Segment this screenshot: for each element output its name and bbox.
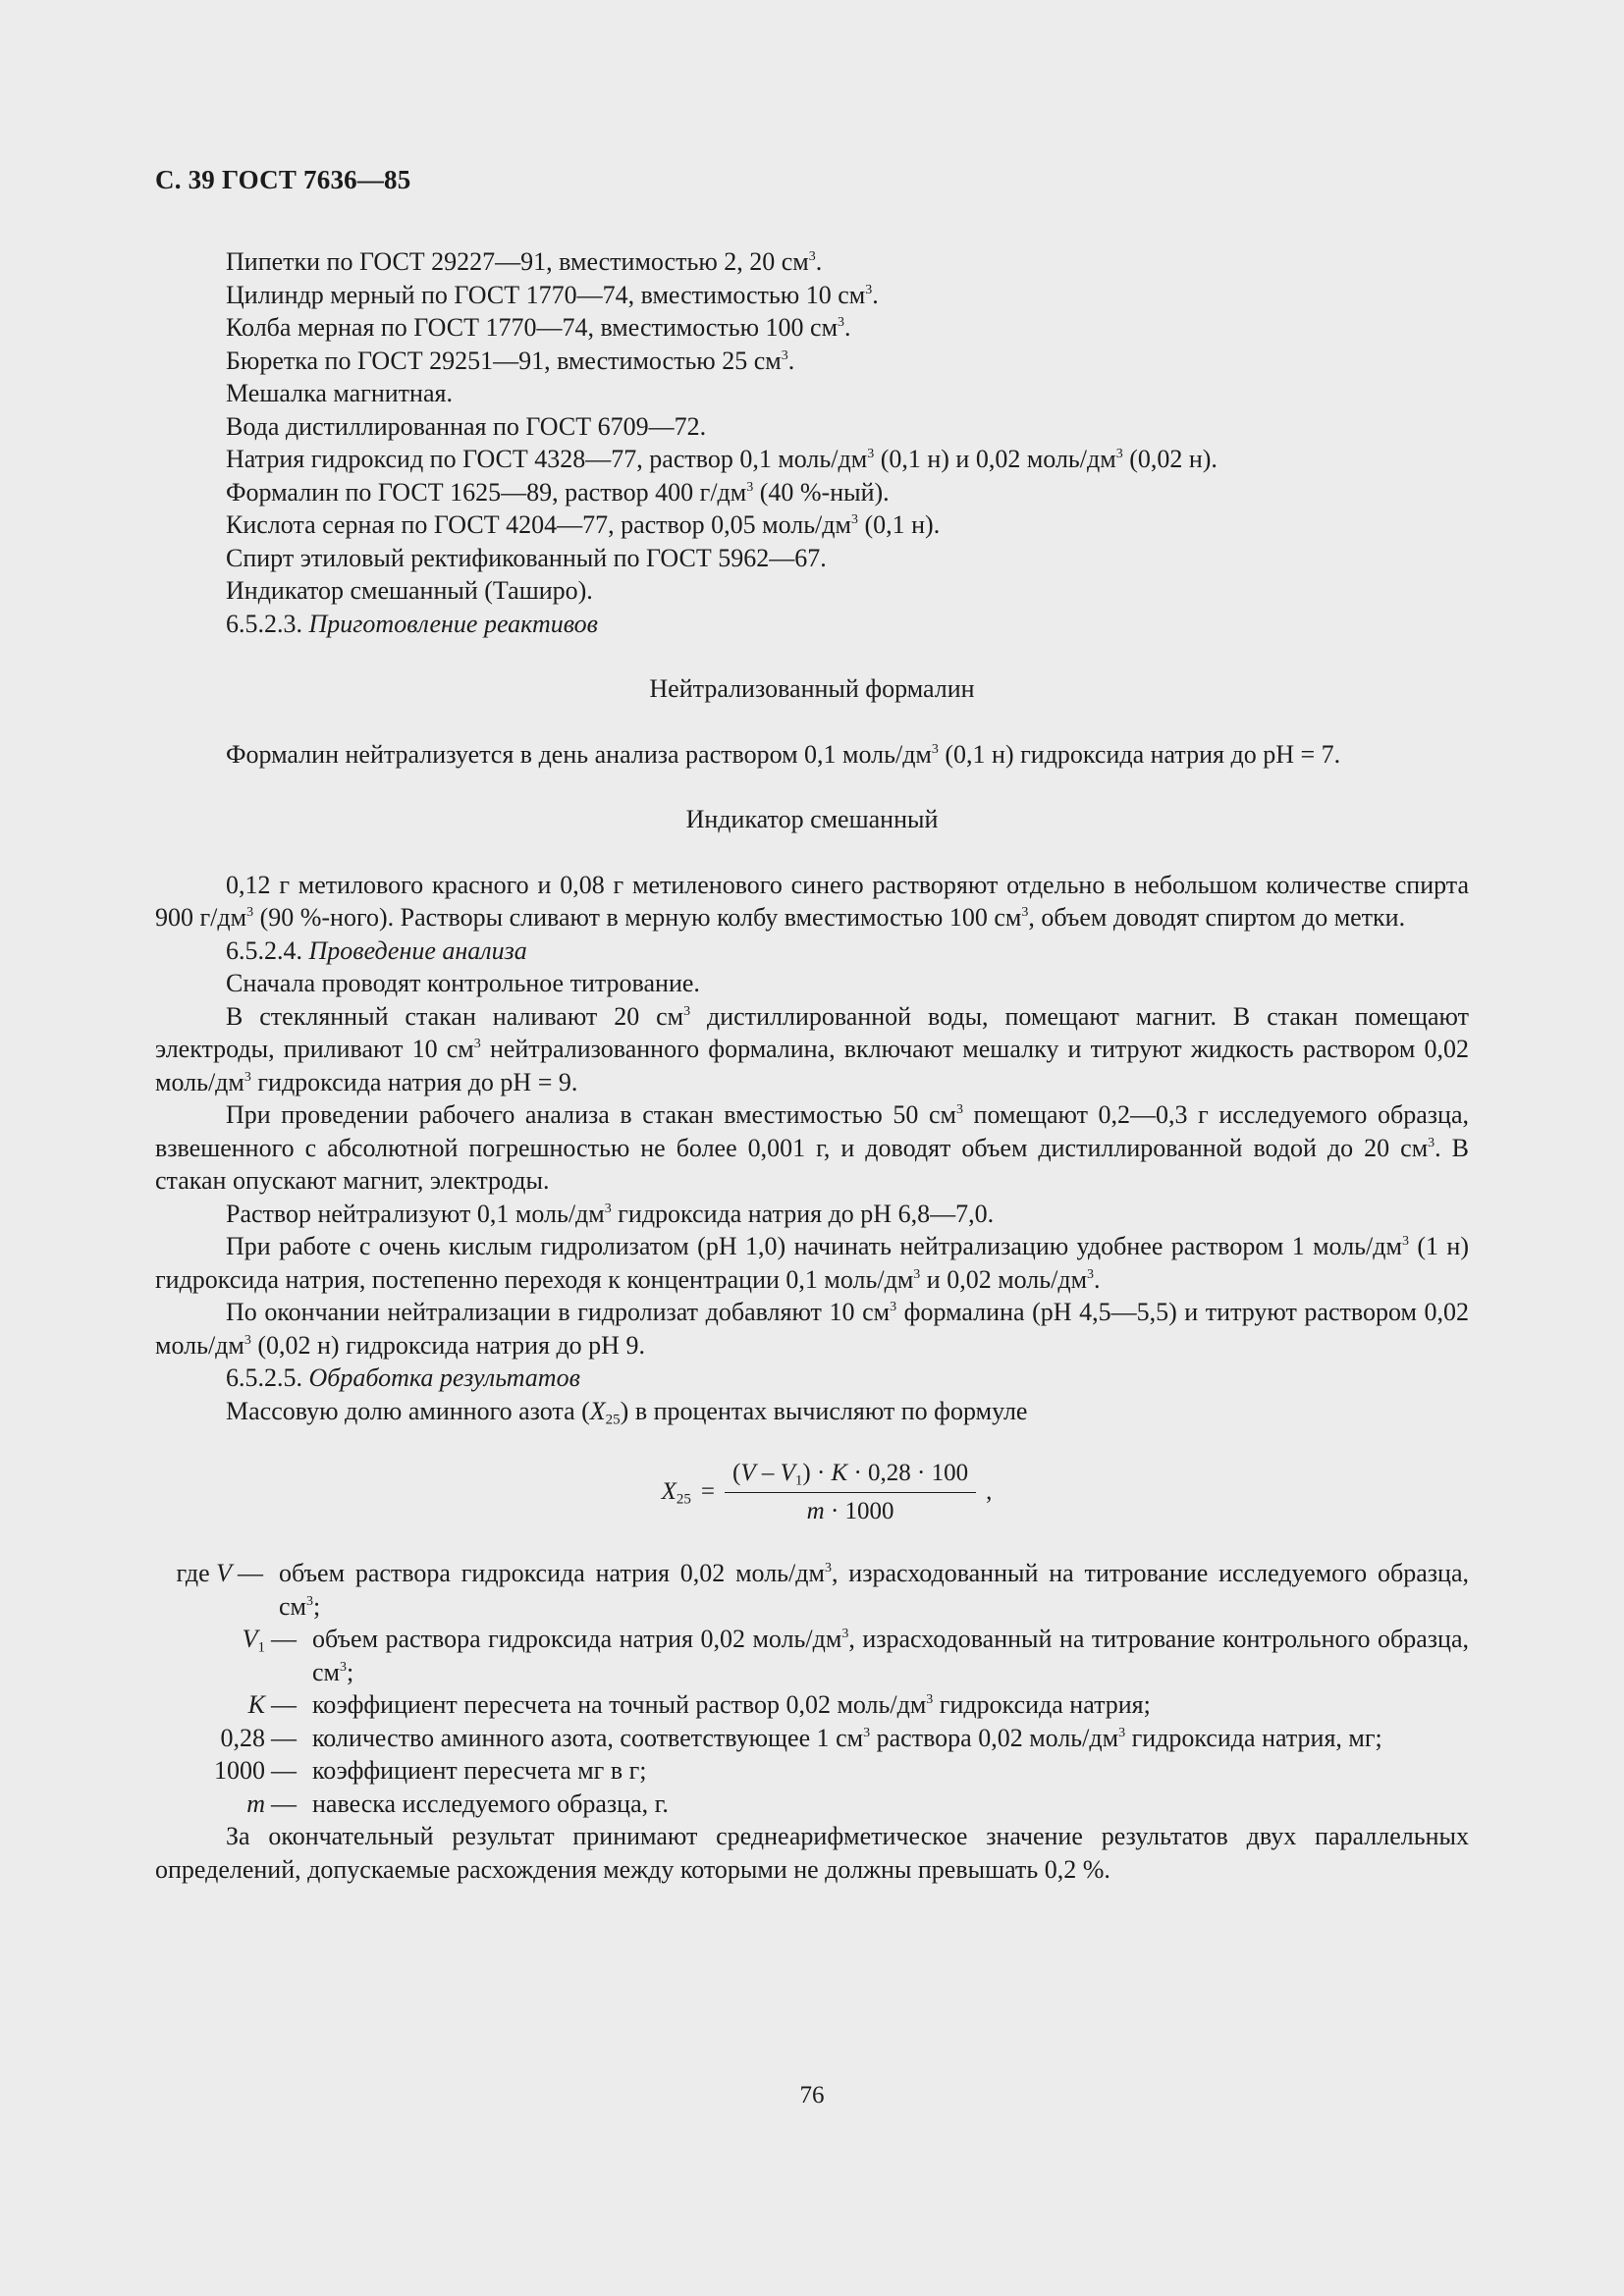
list-item: Бюретка по ГОСТ 29251—91, вместимостью 25 $см^3$. <box>226 346 795 375</box>
heading-neutral-formalin: Нейтрализованный формалин <box>649 674 975 703</box>
section-6525: 6.5.2.5. Обработка результатов <box>226 1363 580 1392</box>
list-item: Формалин по ГОСТ 1625—89, раствор 400 $г/дм^3$ (40 %-ный). <box>226 477 890 507</box>
paragraph-acid-work: При работе с очень кислым гидролизатом (pH 1,0) начинать нейтрализацию удобнее раствором 1 моль/$дм^3$ (1 н) гидроксида натрия, постепенно переходя к концентрации 0,1 моль/$дм^3$ и 0,02 моль/$дм^3$. <box>155 1232 1469 1294</box>
definition-symbol: m <box>246 1789 265 1818</box>
definition-row: 1000 — коэффициент пересчета мг в г; <box>155 1754 1469 1788</box>
definition-symbol: где V <box>176 1559 232 1587</box>
definition-row: где V — объем раствора гидроксида натрия 0,02 моль/$дм^3$, израсходованный на титрование исследуемого образца, $см^3$; <box>155 1557 1469 1623</box>
list-item: Индикатор смешанный (Таширо). <box>226 576 593 605</box>
paragraph-neutralize: Раствор нейтрализуют 0,1 моль/$дм^3$ гидроксида натрия до pH 6,8—7,0. <box>226 1199 995 1228</box>
formula-equals: = <box>700 1478 715 1506</box>
paragraph-end: По окончании нейтрализации в гидролизат добавляют 10 $см^3$ формалина (pH 4,5—5,5) и титруют раствором 0,02 моль/$дм^3$ (0,02 н) гидроксида натрия до pH 9. <box>155 1298 1469 1360</box>
paragraph-indicator: 0,12 г метилового красного и 0,08 г метиленового синего растворяют отдельно в небольшом количестве спирта 900 $г/дм^3$ (90 %-ного). Растворы сливают в мерную колбу вместимостью 100 $см^3$, объем доводят спиртом до метки. <box>155 870 1469 932</box>
document-body <box>155 245 1469 1886</box>
definition-symbol: 0,28 <box>220 1723 265 1752</box>
paragraph-neutral: Формалин нейтрализуется в день анализа раствором 0,1 моль/$дм^3$ (0,1 н) гидроксида натрия до pH = 7. <box>226 739 1341 769</box>
definitions-list <box>155 1557 1469 1820</box>
list-item: Мешалка магнитная. <box>226 379 453 407</box>
formula-denominator: m · 1000 <box>806 1497 894 1524</box>
list-item: Кислота серная по ГОСТ 4204—77, раствор 0,05 моль/$дм^3$ (0,1 н). <box>226 510 941 539</box>
definition-row: m — навеска исследуемого образца, г. <box>155 1788 1469 1821</box>
list-item: Спирт этиловый ректификованный по ГОСТ 5962—67. <box>226 543 827 572</box>
definition-symbol: 1000 <box>214 1756 265 1785</box>
formula <box>185 1457 1469 1527</box>
heading-mixed-indicator: Индикатор смешанный <box>685 805 939 833</box>
definition-row: $V_1$ — объем раствора гидроксида натрия 0,02 моль/$дм^3$, израсходованный на титрование контрольного образца, $см^3$; <box>155 1623 1469 1688</box>
list-item: Пипетки по ГОСТ 29227—91, вместимостью 2, 20 $см^3$. <box>226 247 823 276</box>
paragraph-final: За окончательный результат принимают среднеарифметическое значение результатов двух параллельных определений, допускаемые расхождения между которыми не должны превышать 0,2 %. <box>155 1822 1469 1884</box>
list-item: Вода дистиллированная по ГОСТ 6709—72. <box>226 411 707 441</box>
list-item: Натрия гидроксид по ГОСТ 4328—77, раствор 0,1 моль/$дм^3$ (0,1 н) и 0,02 моль/$дм^3$ (0,02 н). <box>226 445 1218 473</box>
formula-trailing-comma: , <box>986 1478 993 1506</box>
paragraph-control: Сначала проводят контрольное титрование. <box>226 969 700 997</box>
formula-fraction <box>725 1457 976 1527</box>
formula-lhs: $X_{25}$ <box>661 1478 691 1508</box>
list-item: Колба мерная по ГОСТ 1770—74, вместимостью 100 $см^3$. <box>226 313 851 342</box>
section-6523: 6.5.2.3. Приготовление реактивов <box>226 609 598 638</box>
definition-symbol: $V_1$ <box>242 1625 265 1656</box>
section-6524: 6.5.2.4. Проведение анализа <box>226 935 527 965</box>
page-number: 76 <box>799 2082 825 2109</box>
definition-row: K — коэффициент пересчета на точный раствор 0,02 моль/$дм^3$ гидроксида натрия; <box>155 1688 1469 1722</box>
definition-symbol: K <box>247 1690 265 1719</box>
paragraph-glass: В стеклянный стакан наливают 20 $см^3$ дистиллированной воды, помещают магнит. В стакан помещают электроды, приливают 10 $см^3$ нейтрализованного формалина, включают мешалку и титруют жидкость раствором 0,02 моль/$дм^3$ гидроксида натрия до pH = 9. <box>155 1001 1469 1096</box>
paragraph-work: При проведении рабочего анализа в стакан вместимостью 50 $см^3$ помещают 0,2—0,3 г исследуемого образца, взвешенного с абсолютной погрешностью не более 0,001 г, и доводят объем дистиллированной водой до 20 $см^3$. В стакан опускают магнит, электроды. <box>155 1100 1469 1195</box>
page-header: С. 39 ГОСТ 7636—85 <box>155 165 411 194</box>
definition-row: 0,28 — количество аминного азота, соответствующее 1 $см^3$ раствора 0,02 моль/$дм^3$ гидроксида натрия, мг; <box>155 1722 1469 1755</box>
list-item: Цилиндр мерный по ГОСТ 1770—74, вместимостью 10 $см^3$. <box>226 280 879 309</box>
formula-numerator: $(V - V_1) \cdot K \cdot 0,28 \cdot 100$ <box>725 1457 976 1493</box>
paragraph-mass: Массовую долю аминного азота $(X_{25})$ в процентах вычисляют по формуле <box>226 1396 1028 1427</box>
